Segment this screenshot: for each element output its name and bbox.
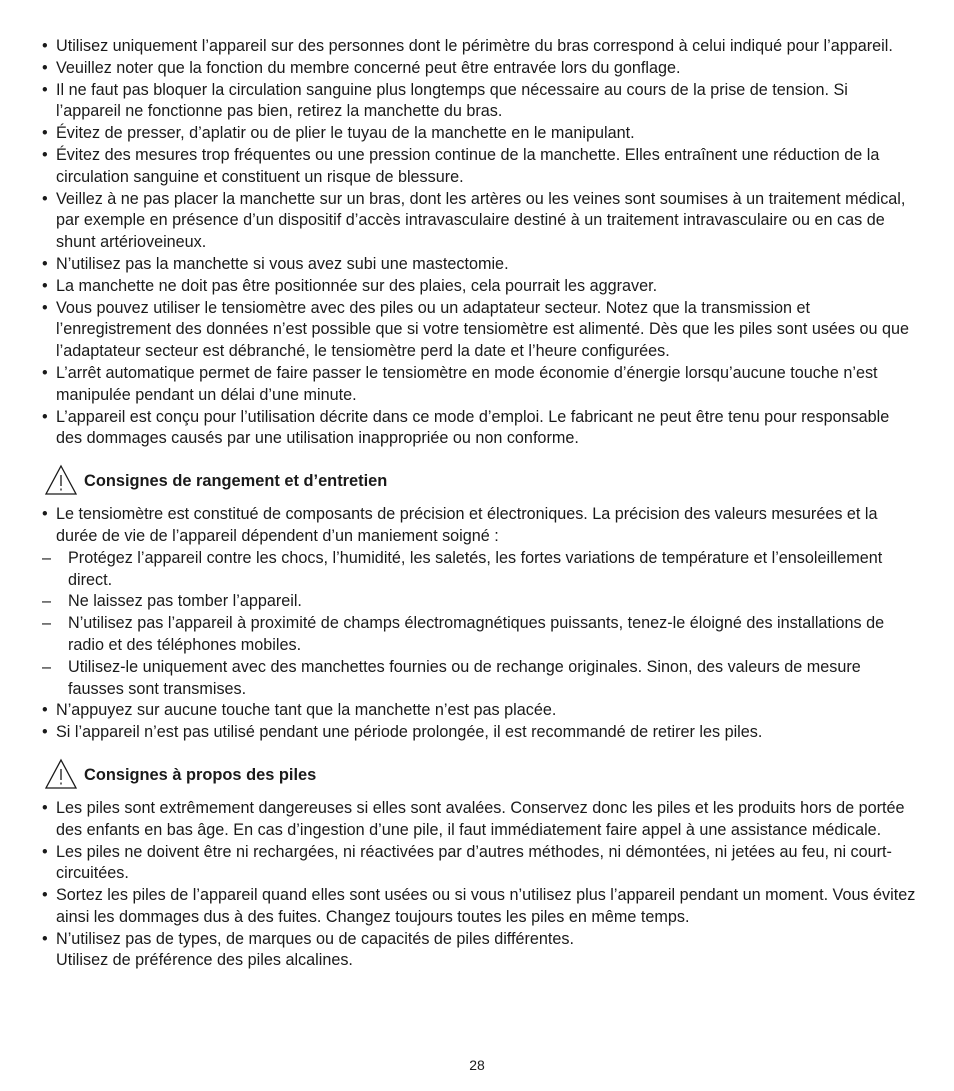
- list-item: • Il ne faut pas bloquer la circulation sanguine plus longtemps que nécessaire au cours de la prise de tension. Si l’appareil ne fonctionne pas bien, retirez la manchette du bras.: [42, 80, 917, 124]
- warning-icon: [44, 758, 78, 790]
- warning-icon: [44, 464, 78, 496]
- section2-sublist: [42, 548, 917, 701]
- list-item: [42, 929, 917, 973]
- list-item: • Si l’appareil n’est pas utilisé pendant une période prolongée, il est recommandé de retirer les piles.: [42, 722, 917, 744]
- list-item: • Vous pouvez utiliser le tensiomètre avec des piles ou un adaptateur secteur. Notez que la transmission et l’enregistrement des données n’est possible que si votre tensiomètre est alimenté. Dès que les piles sont usées ou que l’adaptateur secteur est débranché, le tensiomètre perd la date et l’heure configurées.: [42, 298, 917, 363]
- section2-list: [42, 504, 917, 548]
- list-item-intro: Le tensiomètre est constitué de composants de précision et électroniques. La précision des valeurs mesurées et la durée de vie de l’appareil dépendent d’un maniement soigné :: [56, 505, 878, 545]
- section3-title: Consignes à propos des piles: [84, 766, 317, 785]
- list-item: • Les piles sont extrêmement dangereuses si elles sont avalées. Conservez donc les piles et les produits hors de portée des enfants en bas âge. En cas d’ingestion d’une pile, il faut immédiatement faire appel à une assistance médicale.: [42, 798, 917, 842]
- section1-list: [42, 36, 917, 450]
- list-item: • N’utilisez pas la manchette si vous avez subi une mastectomie.: [42, 254, 917, 276]
- list-item: • L’arrêt automatique permet de faire passer le tensiomètre en mode économie d’énergie lorsqu’aucune touche n’est manipulée pendant un délai d’une minute.: [42, 363, 917, 407]
- sublist-item: – Utilisez-le uniquement avec des manchettes fournies ou de rechange originales. Sinon, des valeurs de mesure fausses sont transmises.: [42, 657, 917, 701]
- sublist-item: – N’utilisez pas l’appareil à proximité de champs électromagnétiques puissants, tenez-le éloigné des installations de radio et des téléphones mobiles.: [42, 613, 917, 657]
- list-item: • Veillez à ne pas placer la manchette sur un bras, dont les artères ou les veines sont soumises à un traitement médical, par exemple en présence d’un dispositif d’accès intravasculaire destiné à un traitement intravasculaire ou en cas de shunt artérioveineux.: [42, 189, 917, 254]
- sublist-item: – Protégez l’appareil contre les chocs, l’humidité, les saletés, les fortes variations de température et l’ensoleillement direct.: [42, 548, 917, 592]
- list-item: • Veuillez noter que la fonction du membre concerné peut être entravée lors du gonflage.: [42, 58, 917, 80]
- list-item-line: N’utilisez pas de types, de marques ou de capacités de piles différentes.: [56, 929, 574, 948]
- list-item: • La manchette ne doit pas être positionnée sur des plaies, cela pourrait les aggraver.: [42, 276, 917, 298]
- section2-title: Consignes de rangement et d’entretien: [84, 472, 388, 491]
- list-item-line: Utilisez de préférence des piles alcalines.: [56, 951, 353, 970]
- list-item: • Sortez les piles de l’appareil quand elles sont usées ou si vous n’utilisez plus l’appareil pendant un moment. Vous évitez ainsi les dommages dus à des fuites. Changez toujours toutes les piles en même temps.: [42, 885, 917, 929]
- page-number: 28: [469, 1057, 485, 1073]
- document-page: [42, 36, 917, 972]
- list-item: • Utilisez uniquement l’appareil sur des personnes dont le périmètre du bras correspond à celui indiqué pour l’appareil.: [42, 36, 917, 58]
- list-item: • Les piles ne doivent être ni rechargées, ni réactivées par d’autres méthodes, ni démontées, ni jetées au feu, ni court-circuitées.: [42, 842, 917, 886]
- section2-list-continued: [42, 700, 917, 744]
- list-item: [42, 504, 917, 548]
- list-item: • Évitez de presser, d’aplatir ou de plier le tuyau de la manchette en le manipulant.: [42, 123, 917, 145]
- section2-heading: [42, 464, 917, 496]
- section3-heading: [42, 758, 917, 790]
- list-item: • L’appareil est conçu pour l’utilisation décrite dans ce mode d’emploi. Le fabricant ne peut être tenu pour responsable des dommages causés par une utilisation inappropriée ou non conforme.: [42, 407, 917, 451]
- section3-list: [42, 798, 917, 972]
- sublist-item: – Ne laissez pas tomber l’appareil.: [42, 591, 917, 613]
- list-item: • Évitez des mesures trop fréquentes ou une pression continue de la manchette. Elles entraînent une réduction de la circulation sanguine et constituent un risque de blessure.: [42, 145, 917, 189]
- list-item: • N’appuyez sur aucune touche tant que la manchette n’est pas placée.: [42, 700, 917, 722]
